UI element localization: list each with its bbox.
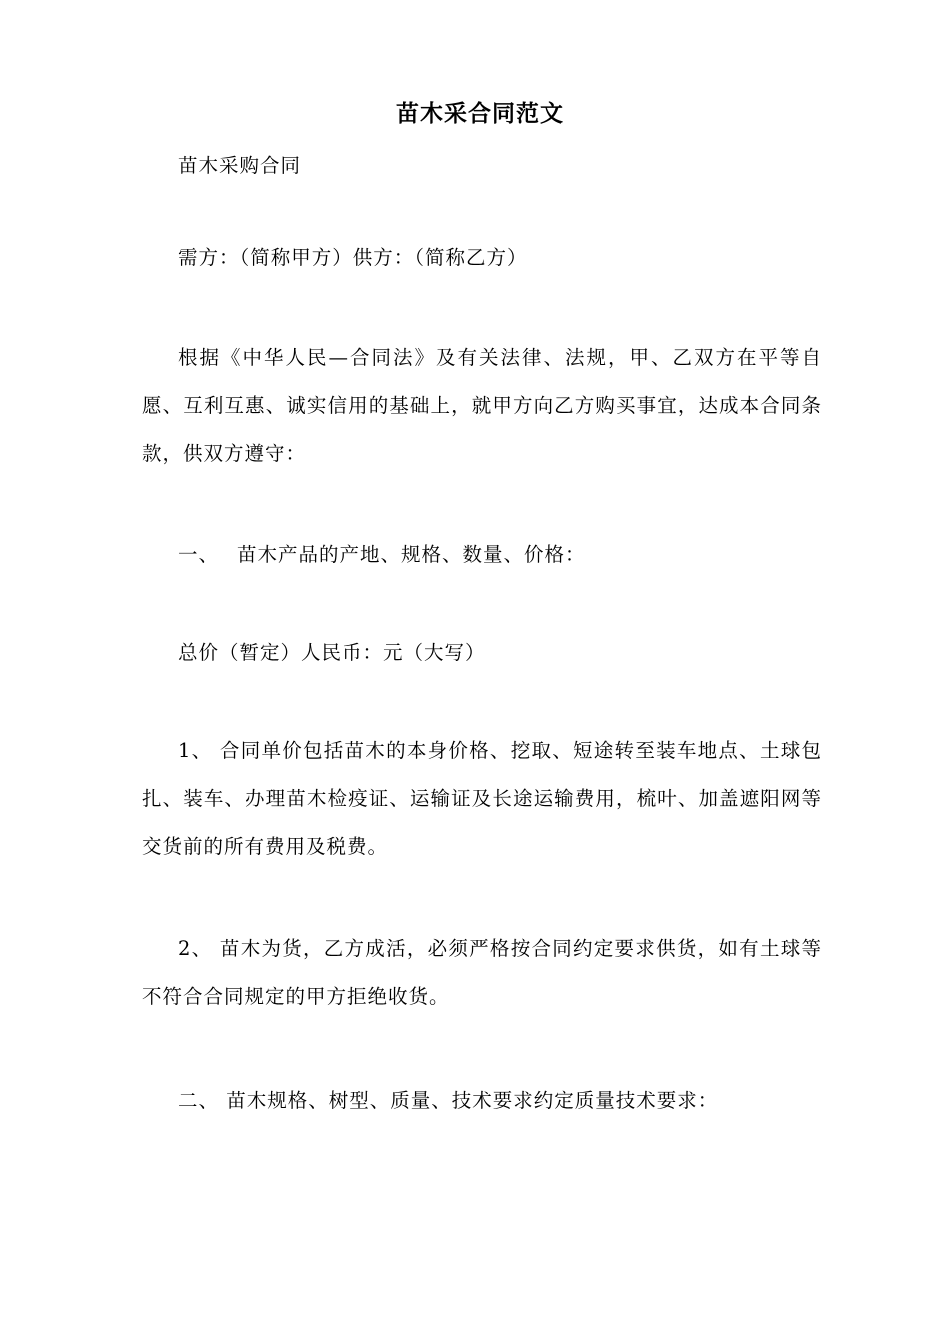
paragraph-parties: 需方：（简称甲方）供方：（简称乙方） xyxy=(178,246,528,269)
section-heading-one: 一、 苗木产品的产地、规格、数量、价格： xyxy=(178,543,586,566)
clause-1: 1、 合同单价包括苗木的本身价格、挖取、短途转至装车地点、土球包扎、装车、办理苗木检疫证、运输证及长途运输费用，梳叶、加盖遮阳网等交货前的所有费用及税费。 xyxy=(142,739,822,858)
paragraph-preamble: 根据《中华人民—合同法》及有关法律、法规，甲、乙双方在平等自愿、互利互惠、诚实信用的基础上，就甲方向乙方购买事宜，达成本合同条款，供双方遵守： xyxy=(142,346,822,465)
clause-2: 2、 苗木为货，乙方成活，必须严格按合同约定要求供货，如有土球等不符合合同规定的甲方拒绝收货。 xyxy=(142,937,822,1008)
paragraph-contract-name: 苗木采购合同 xyxy=(178,154,302,177)
paragraph-total-price: 总价（暂定）人民币：元（大写） xyxy=(178,641,486,664)
document-title: 苗木采合同范文 xyxy=(396,100,564,127)
section-heading-two: 二、 苗木规格、树型、质量、技术要求约定质量技术要求： xyxy=(178,1089,719,1112)
